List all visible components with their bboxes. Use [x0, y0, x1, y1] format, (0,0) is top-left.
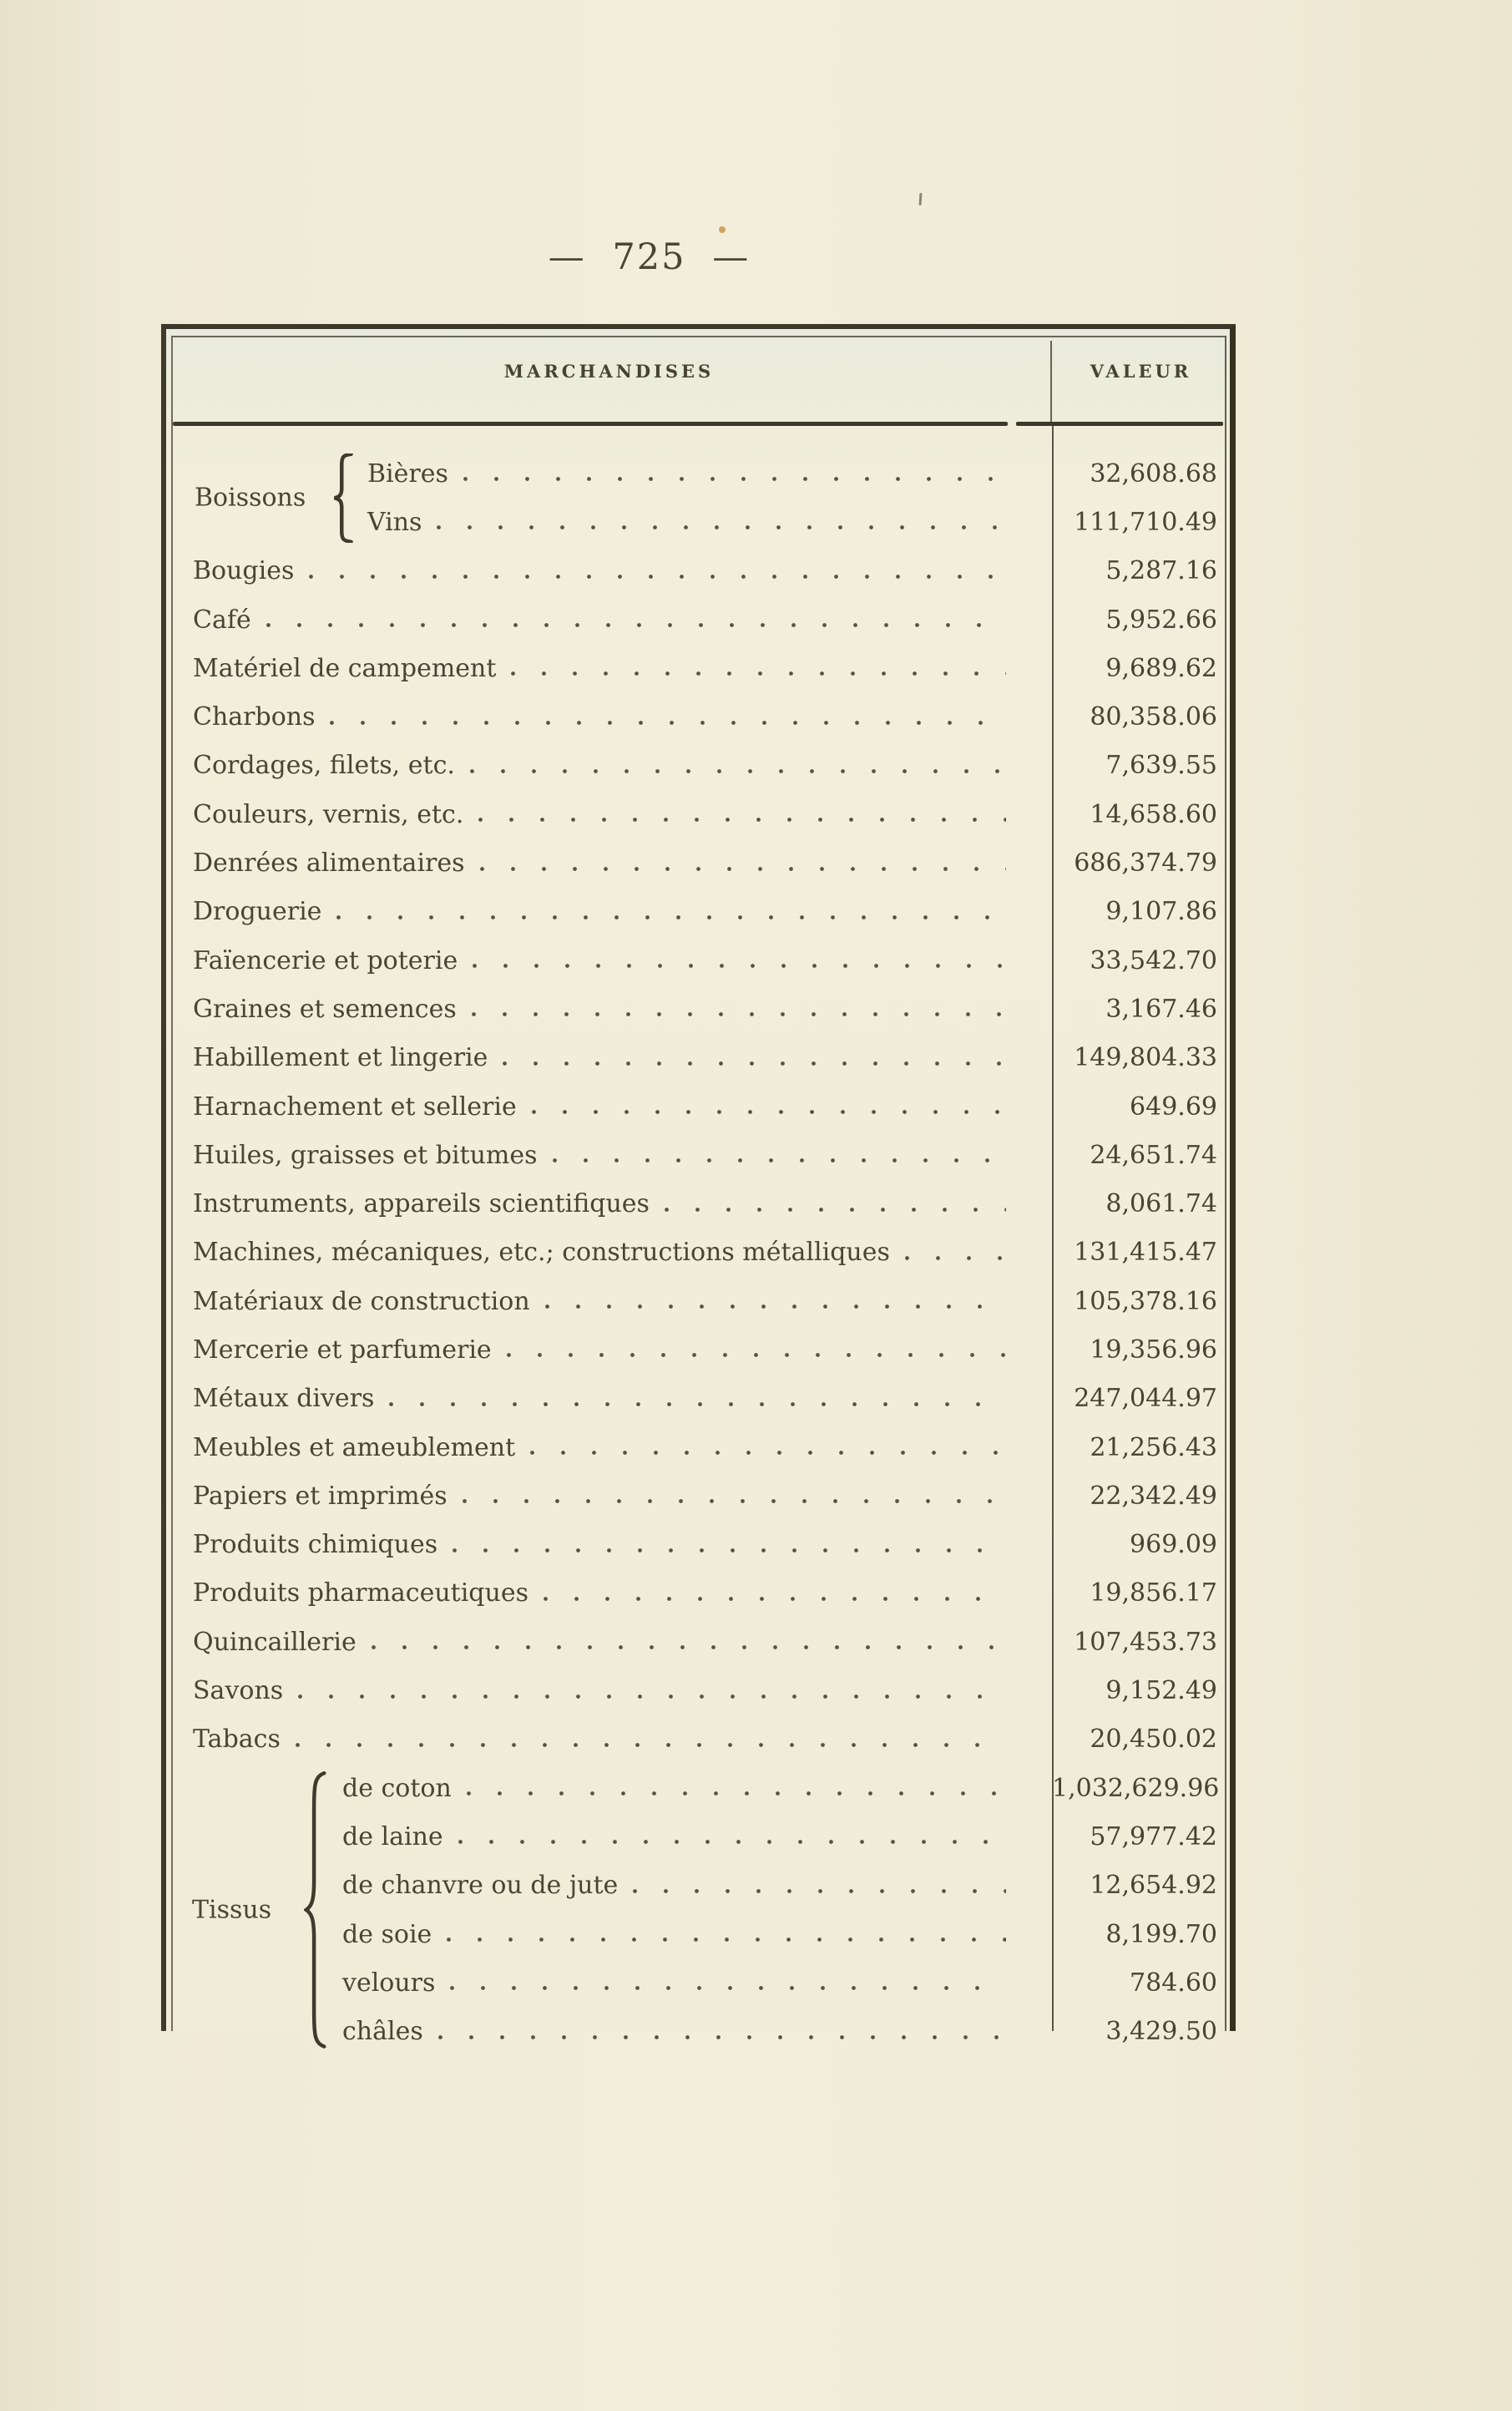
row-merchandise-cell	[166, 1628, 1052, 1657]
row-label: Savons	[193, 1676, 284, 1706]
row-label: Matériel de campement	[193, 653, 497, 683]
row-value: 21,256.43	[1090, 1432, 1217, 1462]
column-header-value: VALEUR	[1090, 361, 1192, 382]
row-merchandise-cell	[166, 995, 1052, 1024]
leader-dots	[296, 1743, 1006, 1748]
leader-dots	[437, 525, 1006, 530]
row-label: Vins	[367, 507, 422, 537]
leader-dots	[389, 1402, 1006, 1407]
row-merchandise-cell	[166, 1189, 1052, 1218]
table-row	[166, 1715, 1230, 1764]
leader-dots	[478, 818, 1006, 823]
leader-dots	[532, 1110, 1006, 1115]
row-merchandise-cell	[166, 1482, 1052, 1511]
leader-dots	[372, 1645, 1006, 1650]
row-value: 14,658.60	[1090, 799, 1217, 829]
table-row	[166, 1131, 1230, 1179]
row-merchandise-cell	[166, 1141, 1052, 1170]
leader-dots	[309, 575, 1006, 580]
leader-dots	[438, 2035, 1006, 2040]
leader-dots	[545, 1304, 1006, 1309]
scan-artifact-tick	[918, 193, 922, 205]
row-merchandise-cell	[166, 2017, 1052, 2046]
row-merchandise-cell	[166, 1968, 1052, 1998]
row-label: de soie	[342, 1919, 432, 1949]
row-label: de coton	[342, 1773, 452, 1803]
table-row	[166, 1082, 1230, 1131]
row-merchandise-cell	[166, 897, 1052, 926]
leader-dots	[458, 1840, 1006, 1845]
row-value: 107,453.73	[1074, 1627, 1217, 1657]
row-value: 649.69	[1130, 1092, 1217, 1122]
column-header-merchandise: MARCHANDISES	[503, 361, 715, 382]
table-row	[166, 1277, 1230, 1325]
table-row	[166, 1521, 1230, 1569]
row-merchandise-cell	[166, 1822, 1052, 1851]
page-number: — 725 —	[548, 236, 751, 278]
leader-dots	[470, 769, 1006, 774]
leader-dots	[453, 1548, 1006, 1553]
row-value: 80,358.06	[1090, 702, 1217, 732]
row-value: 9,689.62	[1105, 653, 1217, 683]
row-label: Bougies	[193, 556, 295, 586]
row-merchandise-cell	[166, 751, 1052, 780]
row-merchandise-cell	[166, 1238, 1052, 1267]
row-label: Mercerie et parfumerie	[193, 1335, 492, 1365]
row-merchandise-cell	[166, 1043, 1052, 1072]
row-merchandise-cell	[166, 702, 1052, 732]
leader-dots	[480, 867, 1006, 872]
row-value: 9,107.86	[1105, 897, 1217, 927]
row-value: 686,374.79	[1074, 848, 1217, 879]
row-label: Harnachement et sellerie	[193, 1092, 517, 1122]
row-label: de laine	[342, 1821, 443, 1851]
row-label: Huiles, graisses et bitumes	[193, 1140, 538, 1170]
table-row	[166, 644, 1230, 692]
table-row	[166, 838, 1230, 887]
leader-dots	[463, 477, 1006, 482]
leader-dots	[530, 1451, 1006, 1456]
row-label: Café	[193, 605, 251, 635]
row-label: Bières	[367, 458, 448, 489]
row-label: Couleurs, vernis, etc.	[193, 799, 464, 829]
row-label: de chanvre ou de jute	[342, 1871, 619, 1901]
row-merchandise-cell	[166, 508, 1052, 537]
scan-artifact-speck	[719, 226, 726, 233]
table-row	[166, 692, 1230, 741]
leader-dots	[511, 671, 1006, 676]
row-value: 1,032,629.96	[1052, 1773, 1220, 1803]
table-row	[166, 1764, 1230, 1812]
table-row	[166, 2008, 1230, 2056]
row-merchandise-cell	[166, 1920, 1052, 1949]
leader-dots	[266, 623, 1006, 628]
table-row	[166, 1861, 1230, 1910]
table-row	[166, 595, 1230, 644]
row-label: Graines et semences	[193, 994, 457, 1024]
row-label: Denrées alimentaires	[193, 848, 465, 879]
row-merchandise-cell	[166, 654, 1052, 683]
table-row	[166, 1471, 1230, 1520]
table-row	[166, 1325, 1230, 1374]
row-value: 3,429.50	[1105, 2017, 1217, 2047]
row-label: Métaux divers	[193, 1384, 375, 1414]
leader-dots	[450, 1986, 1006, 1991]
leader-dots	[336, 915, 1006, 920]
leader-dots	[905, 1256, 1006, 1261]
row-merchandise-cell	[166, 800, 1052, 829]
table-row	[166, 1375, 1230, 1423]
row-merchandise-cell	[166, 946, 1052, 975]
row-label: Matériaux de construction	[193, 1286, 530, 1316]
row-value: 19,856.17	[1090, 1578, 1217, 1608]
row-label: Produits chimiques	[193, 1530, 438, 1560]
table-row	[166, 985, 1230, 1033]
row-merchandise-cell	[166, 459, 1052, 489]
row-merchandise-cell	[166, 1287, 1052, 1316]
row-merchandise-cell	[166, 605, 1052, 635]
row-label: Faïencerie et poterie	[193, 945, 458, 975]
row-label: Instruments, appareils scientifiques	[193, 1189, 650, 1219]
table-row	[166, 1958, 1230, 2007]
merchandise-value-table	[161, 324, 1236, 2047]
row-merchandise-cell	[166, 1871, 1052, 1900]
row-merchandise-cell	[166, 848, 1052, 878]
row-label: Quincaillerie	[193, 1627, 357, 1657]
table-row	[166, 1569, 1230, 1618]
row-label: Habillement et lingerie	[193, 1043, 488, 1073]
leader-dots	[298, 1694, 1006, 1699]
row-merchandise-cell	[166, 1335, 1052, 1365]
leader-dots	[447, 1937, 1006, 1942]
row-value: 111,710.49	[1074, 507, 1217, 537]
header-rule	[173, 422, 1008, 426]
row-merchandise-cell	[166, 1725, 1052, 1754]
row-label: Tabacs	[193, 1725, 281, 1755]
row-value: 8,199.70	[1105, 1919, 1217, 1949]
leader-dots	[665, 1208, 1006, 1213]
header-rule	[1016, 422, 1223, 426]
row-value: 8,061.74	[1105, 1189, 1217, 1219]
row-value: 131,415.47	[1074, 1238, 1217, 1268]
leader-dots	[633, 1889, 1006, 1894]
row-value: 22,342.49	[1090, 1481, 1217, 1511]
row-merchandise-cell	[166, 1384, 1052, 1413]
row-value: 969.09	[1130, 1530, 1217, 1560]
row-merchandise-cell	[166, 1676, 1052, 1705]
table-row	[166, 888, 1230, 936]
row-label: Charbons	[193, 702, 316, 732]
row-value: 9,152.49	[1105, 1676, 1217, 1706]
row-label: Produits pharmaceutiques	[193, 1578, 528, 1608]
row-label: Droguerie	[193, 897, 322, 927]
leader-dots	[503, 1061, 1006, 1066]
row-merchandise-cell	[166, 1774, 1052, 1803]
row-merchandise-cell	[166, 556, 1052, 585]
table-rows	[166, 449, 1230, 2056]
leader-dots	[472, 1012, 1006, 1017]
row-value: 3,167.46	[1105, 994, 1217, 1024]
table-row	[166, 790, 1230, 838]
row-value: 33,542.70	[1090, 945, 1217, 975]
table-row	[166, 1034, 1230, 1082]
row-merchandise-cell	[166, 1530, 1052, 1559]
row-value: 149,804.33	[1074, 1043, 1217, 1073]
row-value: 105,378.16	[1074, 1286, 1217, 1316]
table-row	[166, 936, 1230, 985]
table-row	[166, 1618, 1230, 1666]
row-value: 5,952.66	[1105, 605, 1217, 635]
table-row	[166, 1423, 1230, 1471]
row-value: 784.60	[1130, 1968, 1217, 1998]
leader-dots	[330, 721, 1006, 726]
row-value: 19,356.96	[1090, 1335, 1217, 1365]
row-value: 20,450.02	[1090, 1725, 1217, 1755]
table-row	[166, 1812, 1230, 1861]
row-merchandise-cell	[166, 1578, 1052, 1608]
row-merchandise-cell	[166, 1092, 1052, 1122]
row-value: 7,639.55	[1105, 751, 1217, 781]
table-row	[166, 742, 1230, 790]
table-row	[166, 1666, 1230, 1715]
row-value: 12,654.92	[1090, 1871, 1217, 1901]
leader-dots	[553, 1158, 1006, 1163]
table-row	[166, 498, 1230, 546]
row-label: Cordages, filets, etc.	[193, 751, 455, 781]
group-label: Tissus	[192, 1895, 272, 1925]
table-row	[166, 1910, 1230, 1958]
leader-dots	[507, 1353, 1006, 1358]
row-value: 32,608.68	[1090, 458, 1217, 489]
leader-dots	[463, 1499, 1006, 1504]
leader-dots	[473, 964, 1006, 969]
row-label: châles	[342, 2017, 423, 2047]
table-row	[166, 547, 1230, 595]
table-row	[166, 449, 1230, 498]
header-column-divider	[1050, 341, 1052, 422]
row-label: Meubles et ameublement	[193, 1432, 516, 1462]
row-label: velours	[342, 1968, 436, 1998]
row-value: 247,044.97	[1074, 1384, 1217, 1414]
row-value: 57,977.42	[1090, 1821, 1217, 1851]
row-value: 24,651.74	[1090, 1140, 1217, 1170]
leader-dots	[544, 1597, 1006, 1602]
table-row	[166, 1228, 1230, 1277]
group-label: Boissons	[195, 483, 306, 513]
leader-dots	[467, 1791, 1006, 1796]
row-value: 5,287.16	[1105, 556, 1217, 586]
table-row	[166, 1179, 1230, 1228]
row-label: Machines, mécaniques, etc.; constructions métalliques	[193, 1238, 890, 1268]
row-merchandise-cell	[166, 1433, 1052, 1462]
row-label: Papiers et imprimés	[193, 1481, 448, 1511]
